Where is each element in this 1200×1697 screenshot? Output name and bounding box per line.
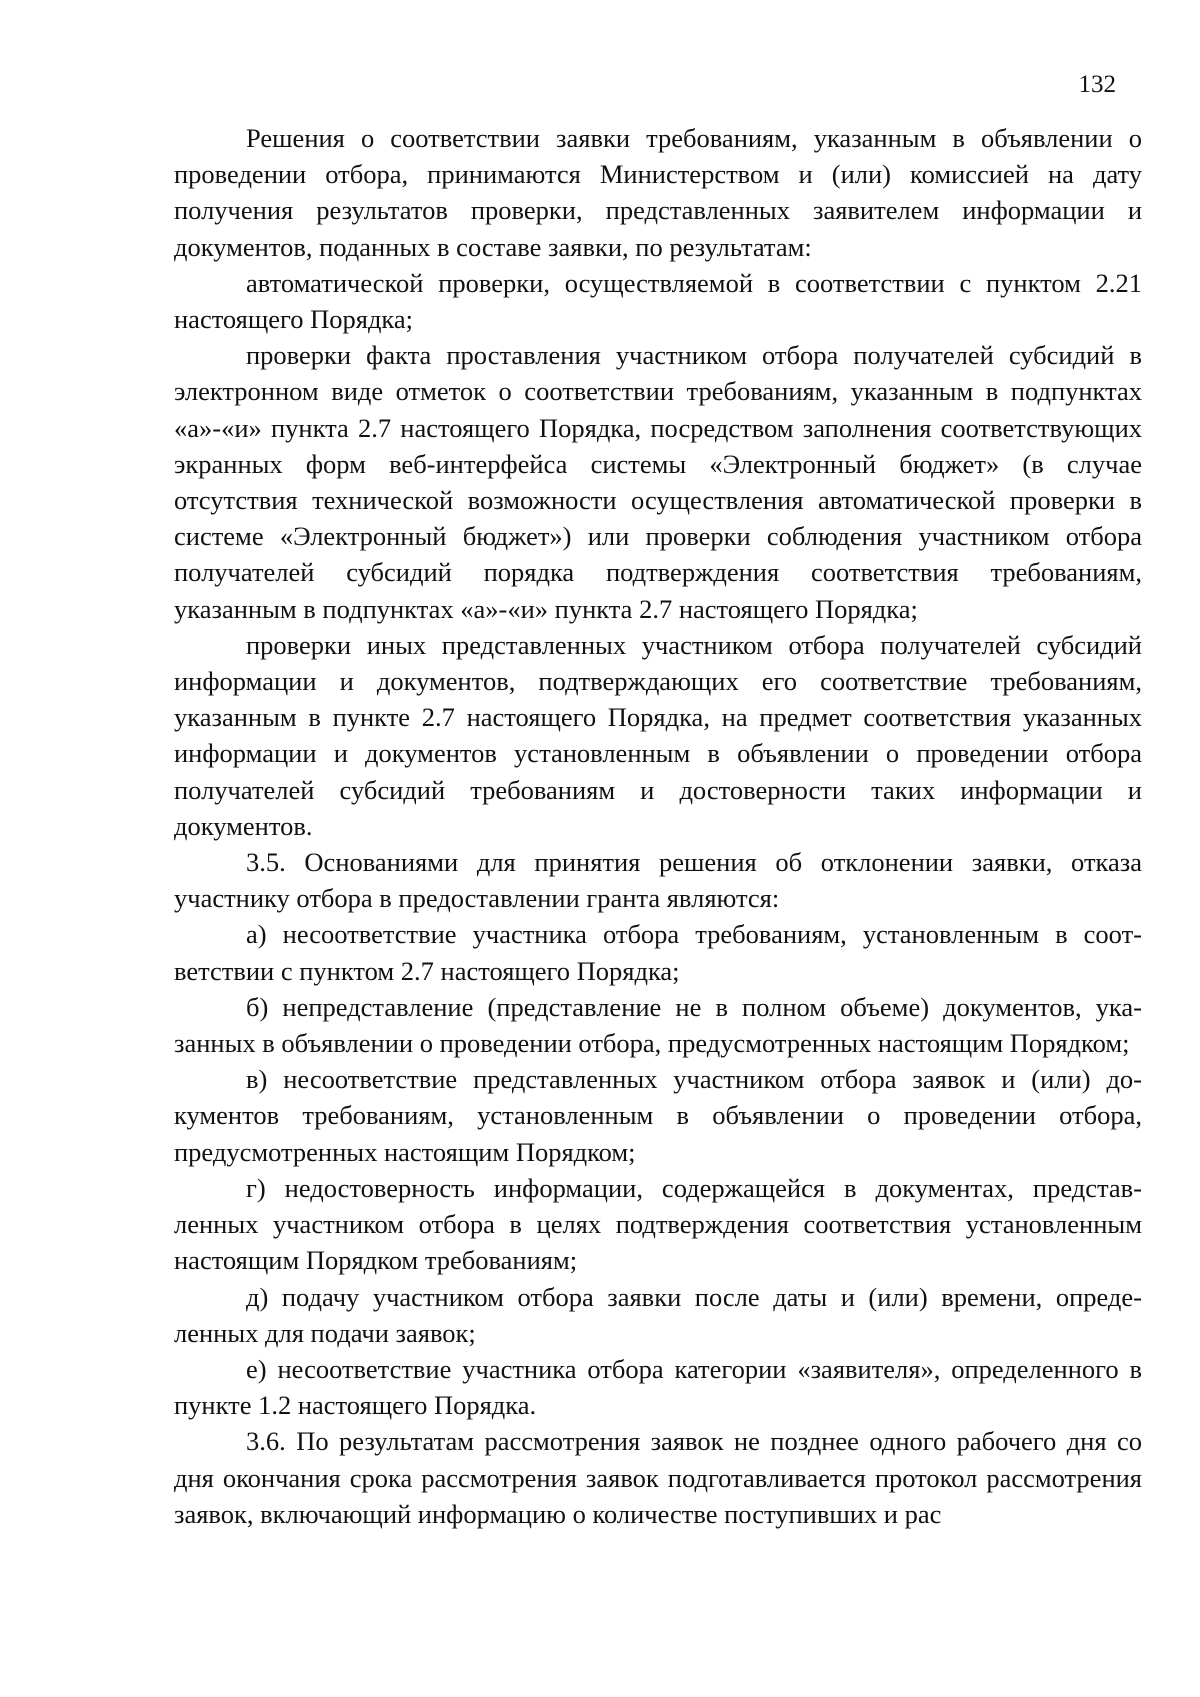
paragraph-item-a: а) несоответствие участника отбора требованиям, установленным в соответствии с пунктом 2.7 настоящего Порядка; — [174, 919, 1142, 986]
paragraph-item-e: е) несоответствие участника отбора категории «заявителя», определенного в пункте 1.2 настоящего Порядка. — [174, 1353, 1142, 1421]
paragraph-section-3-5: 3.5. Основаниями для принятия решения об отклонении заявки, отказа участнику отбора в предоставлении гранта являются: — [174, 847, 1142, 914]
paragraph-marks-check: проверки факта проставления участником отбора получателей субсидий в электронном виде отметок о соответствии требованиям, указанным в подпунктах «а»-«и» пункта 2.7 настоящего Порядка, посредством заполнения соответствующих экранных форм веб-интерфейса системы «Электронный бюджет» (в случае отсутствия технической возможности осуществления автоматической проверки в системе «Электронный бюджет») или проверки соблюдения участником отбора получателей субсидий порядка подтверждения соответствия требованиям, указанным в подпунктах «а»-«и» пункта 2.7 настоящего Порядка; — [174, 340, 1142, 624]
paragraph-decision-criteria: Решения о соответствии заявки требованиям, указанным в объявлении о проведении отбора, принимаются Министерством и (или) комиссией на дату получения результатов проверки, представленных заявителем информации и документов, поданных в составе заявки, по результатам: — [174, 123, 1142, 262]
paragraph-section-3-6: 3.6. По результатам рассмотрения заявок не позднее одного рабочего дня со дня окончания срока рассмотрения заявок подготавливается протокол рассмотрения заявок, включающий информацию о количестве поступивших и рас — [174, 1426, 1142, 1529]
document-body — [174, 120, 1142, 1532]
paragraph-item-v: в) несоответствие представленных участником отбора заявок и (или) документов требованиям, установленным в объявлении о проведении отбора, предусмотренных настоящим Порядком; — [174, 1064, 1142, 1167]
paragraph-item-g: г) недостоверность информации, содержащейся в документах, представленных участником отбора в целях подтверждения соответствия установленным настоящим Порядком требованиям; — [174, 1172, 1142, 1276]
paragraph-item-b: б) непредставление (представление не в полном объеме) документов, указанных в объявлении о проведении отбора, предусмотренных настоящим Порядком; — [174, 991, 1142, 1059]
page-number: 132 — [1078, 71, 1116, 98]
paragraph-item-d: д) подачу участником отбора заявки после даты и (или) времени, определенных для подачи заявок; — [174, 1281, 1142, 1348]
paragraph-automatic-check: автоматической проверки, осуществляемой в соответствии с пунктом 2.21 настоящего Порядка; — [174, 267, 1142, 335]
paragraph-other-documents-check: проверки иных представленных участником отбора получателей субсидий информации и документов, подтверждающих его соответствие требованиям, указанным в пункте 2.7 настоящего Порядка, на предмет соответствия указанных информации и документов установленным в объявлении о проведении отбора получателей субсидий требованиям и достоверности таких информации и документов. — [174, 629, 1142, 841]
